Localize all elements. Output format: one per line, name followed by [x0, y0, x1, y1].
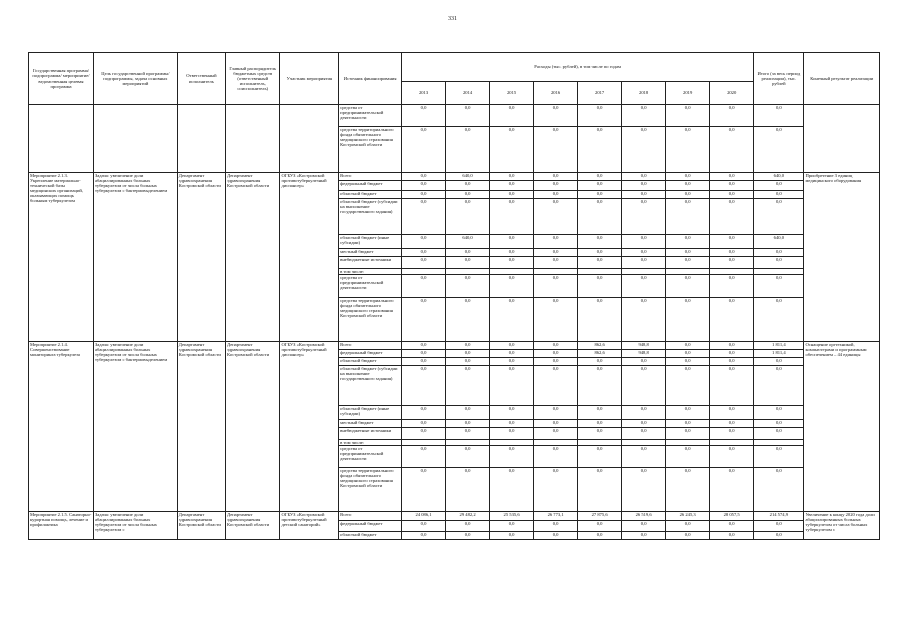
cell-total: 0,0 [754, 275, 804, 298]
cell-value: 0,0 [402, 532, 446, 540]
cell-value: 0,0 [578, 275, 622, 298]
cell-value: 0,0 [666, 298, 710, 342]
cell-value: 0,0 [534, 406, 578, 420]
cell-value: 0,0 [622, 105, 666, 127]
cell-value: 0,0 [578, 235, 622, 249]
cell-value: 0,0 [534, 275, 578, 298]
cell-value: 0,0 [402, 366, 446, 406]
cell-value: 0,0 [622, 468, 666, 512]
cell-value: 0,0 [446, 249, 490, 257]
cell-source: федеральный бюджет [339, 181, 402, 191]
cell-value: 0,0 [490, 406, 534, 420]
cell-value: 0,0 [402, 105, 446, 127]
cell-value: 0,0 [446, 257, 490, 269]
cell-value: 0,0 [534, 105, 578, 127]
cell-value: 0,0 [710, 257, 754, 269]
cell-value: 0,0 [578, 173, 622, 181]
cell-value: 0,0 [622, 181, 666, 191]
cell-total: 0,0 [754, 191, 804, 199]
cell-value: 0,0 [666, 127, 710, 173]
cell-result: Оснащение оргтехникой, компьютерами и программным обеспечением – 44 единицы [804, 342, 880, 512]
cell-value: 0,0 [534, 257, 578, 269]
cell-value: 0,0 [446, 275, 490, 298]
cell-value: 0,0 [710, 298, 754, 342]
cell-program [29, 105, 94, 173]
cell-total: 0,0 [754, 532, 804, 540]
cell-result: Увеличение к концу 2020 года доли абациллированных больных туберкулезом от числа больных туберкулезом с [804, 512, 880, 540]
cell-value: 0,0 [578, 298, 622, 342]
cell-value: 0,0 [666, 342, 710, 350]
cell-total: 0,0 [754, 298, 804, 342]
cell-goal [93, 105, 177, 173]
cell-manager: Департамент здравоохранения Костромской области [226, 173, 280, 342]
cell-value: 0,0 [446, 350, 490, 358]
cell-value: 0,0 [622, 298, 666, 342]
cell-value: 0,0 [578, 521, 622, 532]
cell-value: 0,0 [710, 235, 754, 249]
cell-value: 0,0 [622, 173, 666, 181]
cell-value: 0,0 [446, 342, 490, 350]
cell-value: 0,0 [490, 275, 534, 298]
cell-total: 0,0 [754, 257, 804, 269]
cell-value: 0,0 [578, 199, 622, 235]
cell-value: 0,0 [402, 181, 446, 191]
cell-value: 0,0 [578, 127, 622, 173]
cell-participant: ОГБУЗ «Костромской противотуберкулезный диспансер» [280, 173, 339, 342]
cell-value: 0,0 [622, 420, 666, 428]
cell-value: 0,0 [402, 199, 446, 235]
cell-value: 0,0 [622, 446, 666, 468]
cell-value: 0,0 [402, 127, 446, 173]
cell-value: 0,0 [446, 127, 490, 173]
cell-total: 0,0 [754, 428, 804, 440]
cell-source: в том числе: [339, 269, 402, 275]
cell-value: 0,0 [402, 173, 446, 181]
cell-source: областной бюджет (субсидии на выполнение государственного задания) [339, 366, 402, 406]
cell-source: Всего [339, 342, 402, 350]
cell-source: федеральный бюджет [339, 350, 402, 358]
cell-total: 640,0 [754, 173, 804, 181]
cell-value: 0,0 [710, 350, 754, 358]
cell-source: федеральный бюджет [339, 521, 402, 532]
cell-value: 0,0 [534, 350, 578, 358]
cell-total: 0,0 [754, 127, 804, 173]
cell-value: 862,6 [578, 350, 622, 358]
cell-total: 0,0 [754, 420, 804, 428]
cell-value: 0,0 [666, 257, 710, 269]
cell-value: 0,0 [402, 406, 446, 420]
cell-value: 0,0 [710, 275, 754, 298]
cell-value: 0,0 [402, 446, 446, 468]
cell-value: 0,0 [534, 532, 578, 540]
cell-participant: ОГБУЗ «Костромской противотуберкулезный диспансер» [280, 342, 339, 512]
cell-value: 0,0 [666, 521, 710, 532]
cell-value: 0,0 [490, 366, 534, 406]
cell-value: 0,0 [666, 181, 710, 191]
col-header-goal: Цель государственной программы/подпрограммы, задача основных мероприятий [93, 53, 177, 105]
cell-source: местный бюджет [339, 420, 402, 428]
cell-executor: Департамент здравоохранения Костромской области [177, 342, 225, 512]
cell-value: 0,0 [534, 468, 578, 512]
cell-value: 0,0 [402, 249, 446, 257]
cell-value: 0,0 [578, 249, 622, 257]
cell-total: 0,0 [754, 521, 804, 532]
cell-value: 0,0 [622, 235, 666, 249]
cell-value: 0,0 [446, 191, 490, 199]
cell-value: 0,0 [446, 420, 490, 428]
col-header-year: 2017 [578, 82, 622, 105]
cell-value: 0,0 [666, 420, 710, 428]
col-header-result: Конечный результат реализации [804, 53, 880, 105]
cell-value: 0,0 [666, 173, 710, 181]
cell-source: областной бюджет [339, 358, 402, 366]
cell-value: 0,0 [622, 249, 666, 257]
cell-value: 640,0 [446, 235, 490, 249]
cell-value: 0,0 [402, 191, 446, 199]
cell-value: 0,0 [490, 235, 534, 249]
cell-value: 0,0 [490, 342, 534, 350]
cell-value: 0,0 [622, 428, 666, 440]
col-header-year: 2020 [710, 82, 754, 105]
cell-value: 0,0 [446, 366, 490, 406]
cell-value: 0,0 [402, 350, 446, 358]
cell-value: 0,0 [446, 532, 490, 540]
cell-value: 0,0 [710, 191, 754, 199]
cell-value: 0,0 [446, 181, 490, 191]
cell-value: 0,0 [666, 532, 710, 540]
col-header-year: 2019 [666, 82, 710, 105]
cell-value: 0,0 [666, 235, 710, 249]
cell-value: 0,0 [490, 420, 534, 428]
col-header-year: 2013 [402, 82, 446, 105]
cell-source: средства территориального фонда обязательного медицинского страхования Костромской области [339, 468, 402, 512]
cell-value: 0,0 [402, 521, 446, 532]
cell-value: 0,0 [490, 468, 534, 512]
cell-total: 0,0 [754, 468, 804, 512]
cell-value: 0,0 [578, 358, 622, 366]
cell-value: 0,0 [490, 358, 534, 366]
cell-value: 0,0 [490, 257, 534, 269]
cell-value: 948,8 [622, 342, 666, 350]
cell-value: 0,0 [490, 105, 534, 127]
cell-value: 0,0 [622, 366, 666, 406]
cell-total: 0,0 [754, 406, 804, 420]
cell-manager [226, 105, 280, 173]
cell-value: 0,0 [534, 521, 578, 532]
cell-value: 0,0 [490, 446, 534, 468]
cell-value: 0,0 [710, 127, 754, 173]
cell-value: 0,0 [490, 521, 534, 532]
cell-value: 26 245,3 [666, 512, 710, 521]
cell-value: 0,0 [490, 249, 534, 257]
cell-value: 27 875,6 [578, 512, 622, 521]
cell-total: 0,0 [754, 446, 804, 468]
table-row [29, 342, 880, 350]
cell-value: 0,0 [534, 173, 578, 181]
cell-value: 0,0 [578, 366, 622, 406]
cell-program: Мероприятие 2.1.5. Санаторно-курортная помощь, лечение и профилактика [29, 512, 94, 540]
cell-total: 0,0 [754, 105, 804, 127]
cell-source: внебюджетные источники [339, 428, 402, 440]
cell-goal: Задача: увеличение доли абациллированных больных туберкулезом от числа больных туберкулезом с [93, 512, 177, 540]
cell-value: 0,0 [534, 181, 578, 191]
cell-participant: ОГБУЗ «Костромской противотуберкулезный детский санаторий» [280, 512, 339, 540]
cell-value: 0,0 [622, 406, 666, 420]
cell-manager: Департамент здравоохранения Костромской области [226, 512, 280, 540]
cell-source: в том числе: [339, 440, 402, 446]
cell-value: 0,0 [534, 199, 578, 235]
cell-value: 0,0 [666, 406, 710, 420]
cell-value: 0,0 [578, 446, 622, 468]
cell-value: 0,0 [666, 191, 710, 199]
cell-value: 0,0 [578, 428, 622, 440]
cell-value: 0,0 [534, 191, 578, 199]
cell-value: 0,0 [534, 298, 578, 342]
cell-value: 0,0 [710, 342, 754, 350]
col-header-participant: Участник мероприятия [280, 53, 339, 105]
cell-manager: Департамент здравоохранения Костромской области [226, 342, 280, 512]
cell-value: 0,0 [622, 191, 666, 199]
financing-table [28, 52, 880, 540]
cell-value: 0,0 [622, 127, 666, 173]
cell-value: 0,0 [710, 468, 754, 512]
cell-value: 28 057,5 [710, 512, 754, 521]
col-header-year: 2015 [490, 82, 534, 105]
cell-goal: Задача: увеличение доли абациллированных больных туберкулезом от числа больных туберкулезом с бактериовыделением [93, 173, 177, 342]
cell-value: 0,0 [490, 428, 534, 440]
cell-total: 0,0 [754, 366, 804, 406]
cell-value: 0,0 [446, 521, 490, 532]
cell-source: Всего [339, 173, 402, 181]
cell-value: 0,0 [666, 350, 710, 358]
cell-value: 0,0 [622, 257, 666, 269]
cell-value: 0,0 [666, 275, 710, 298]
cell-value: 0,0 [578, 191, 622, 199]
cell-value: 0,0 [666, 428, 710, 440]
cell-value: 0,0 [534, 366, 578, 406]
cell-value: 0,0 [402, 275, 446, 298]
cell-executor: Департамент здравоохранения Костромской области [177, 512, 225, 540]
cell-value: 26 773,1 [534, 512, 578, 521]
cell-value: 0,0 [446, 468, 490, 512]
cell-source: областной бюджет [339, 532, 402, 540]
cell-value: 0,0 [578, 532, 622, 540]
cell-total: 0,0 [754, 181, 804, 191]
cell-value: 0,0 [446, 105, 490, 127]
cell-total: 0,0 [754, 249, 804, 257]
cell-executor [177, 105, 225, 173]
cell-value: 0,0 [710, 173, 754, 181]
cell-value: 0,0 [446, 406, 490, 420]
cell-source: средства территориального фонда обязательного медицинского страхования Костромской области [339, 298, 402, 342]
cell-value: 640,0 [446, 173, 490, 181]
cell-value: 0,0 [578, 181, 622, 191]
cell-value: 0,0 [622, 199, 666, 235]
cell-value: 0,0 [710, 105, 754, 127]
cell-total: 1 811,4 [754, 342, 804, 350]
cell-total: 1 811,4 [754, 350, 804, 358]
cell-value: 0,0 [446, 199, 490, 235]
cell-total: 214 574,9 [754, 512, 804, 521]
cell-source: Всего [339, 512, 402, 521]
cell-value: 0,0 [402, 468, 446, 512]
cell-program: Мероприятие 2.1.4. Совершенствование мониторинга туберкулеза [29, 342, 94, 512]
cell-source: областной бюджет (субсидии на выполнение государственного задания) [339, 199, 402, 235]
cell-value: 0,0 [622, 532, 666, 540]
cell-value: 0,0 [534, 342, 578, 350]
cell-value: 0,0 [578, 406, 622, 420]
cell-source: областной бюджет [339, 191, 402, 199]
cell-value: 29 482,2 [446, 512, 490, 521]
cell-value: 0,0 [710, 249, 754, 257]
col-header-year: 2014 [446, 82, 490, 105]
col-header-year: 2018 [622, 82, 666, 105]
cell-value: 0,0 [578, 257, 622, 269]
cell-result [804, 105, 880, 173]
cell-value: 0,0 [710, 420, 754, 428]
cell-executor: Департамент здравоохранения Костромской области [177, 173, 225, 342]
cell-value: 0,0 [490, 532, 534, 540]
cell-source: средства от предпринимательской деятельности [339, 275, 402, 298]
cell-value: 24 086,1 [402, 512, 446, 521]
table-row [29, 512, 880, 521]
cell-source: средства от предпринимательской деятельности [339, 446, 402, 468]
cell-value: 0,0 [534, 428, 578, 440]
col-header-program: Государственная программа/подпрограмма/ мероприятие/ ведомственная целевая программа [29, 53, 94, 105]
cell-value: 0,0 [622, 521, 666, 532]
cell-participant [280, 105, 339, 173]
cell-value: 0,0 [666, 446, 710, 468]
cell-value: 0,0 [666, 468, 710, 512]
cell-goal: Задача: увеличение доли абациллированных больных туберкулезом от числа больных туберкулезом с бактериовыделением [93, 342, 177, 512]
col-header-year: 2016 [534, 82, 578, 105]
col-header-source: Источник финансирования [339, 53, 402, 105]
cell-value: 0,0 [534, 127, 578, 173]
cell-value: 0,0 [666, 358, 710, 366]
cell-value: 25 535,6 [490, 512, 534, 521]
cell-value: 0,0 [710, 199, 754, 235]
cell-value: 0,0 [402, 358, 446, 366]
cell-value: 0,0 [666, 199, 710, 235]
cell-value: 0,0 [490, 181, 534, 191]
cell-value: 0,0 [402, 428, 446, 440]
cell-value: 0,0 [622, 275, 666, 298]
cell-value: 862,6 [578, 342, 622, 350]
cell-value: 0,0 [490, 173, 534, 181]
cell-value: 0,0 [534, 249, 578, 257]
cell-value: 0,0 [402, 420, 446, 428]
cell-value: 0,0 [446, 428, 490, 440]
cell-value: 0,0 [710, 406, 754, 420]
cell-value: 0,0 [446, 358, 490, 366]
cell-value: 0,0 [446, 298, 490, 342]
cell-result: Приобретение 3 единиц медицинского оборудования [804, 173, 880, 342]
cell-program: Мероприятие 2.1.3. Укрепление материально-технической базы медицинских организаций, оказывающих помощь больным туберкулезом [29, 173, 94, 342]
cell-value: 0,0 [710, 428, 754, 440]
cell-value: 0,0 [710, 366, 754, 406]
col-header-executor: Ответственный исполнитель [177, 53, 225, 105]
cell-value: 0,0 [710, 181, 754, 191]
cell-value: 0,0 [710, 532, 754, 540]
cell-value: 0,0 [534, 235, 578, 249]
cell-value: 0,0 [490, 199, 534, 235]
cell-value: 0,0 [578, 420, 622, 428]
cell-value: 0,0 [402, 342, 446, 350]
col-header-total: Итого (за весь период реализации), тыс. рублей [754, 53, 804, 105]
cell-value: 0,0 [402, 298, 446, 342]
cell-source: областной бюджет (иные субсидии) [339, 235, 402, 249]
cell-value: 0,0 [490, 350, 534, 358]
cell-source: местный бюджет [339, 249, 402, 257]
cell-total: 0,0 [754, 199, 804, 235]
cell-value: 0,0 [446, 446, 490, 468]
cell-value: 0,0 [578, 105, 622, 127]
cell-value: 0,0 [710, 521, 754, 532]
cell-value: 0,0 [402, 235, 446, 249]
cell-total: 640,0 [754, 235, 804, 249]
cell-value: 0,0 [666, 249, 710, 257]
cell-total: 0,0 [754, 358, 804, 366]
cell-value: 0,0 [534, 358, 578, 366]
cell-value: 0,0 [710, 446, 754, 468]
cell-source: областной бюджет (иные субсидии) [339, 406, 402, 420]
cell-source: внебюджетные источники [339, 257, 402, 269]
cell-source: средства территориального фонда обязательного медицинского страхования Костромской области [339, 127, 402, 173]
cell-value: 0,0 [534, 446, 578, 468]
cell-value: 0,0 [490, 127, 534, 173]
cell-value: 948,8 [622, 350, 666, 358]
cell-source: средства от предпринимательской деятельности [339, 105, 402, 127]
table-row [29, 105, 880, 127]
col-header-manager: Главный распорядитель бюджетных средств (ответственный исполнитель, соисполнитель) [226, 53, 280, 105]
col-header-expenses: Расходы (тыс. рублей), в том числе по годам [402, 53, 754, 82]
cell-value: 0,0 [534, 420, 578, 428]
cell-value: 0,0 [402, 257, 446, 269]
cell-value: 0,0 [490, 298, 534, 342]
cell-value: 0,0 [710, 358, 754, 366]
cell-value: 0,0 [666, 366, 710, 406]
cell-value: 0,0 [490, 191, 534, 199]
cell-value: 0,0 [622, 358, 666, 366]
table-row [29, 173, 880, 181]
page-number: 331 [448, 16, 457, 22]
cell-value: 0,0 [578, 468, 622, 512]
cell-value: 26 519,6 [622, 512, 666, 521]
cell-value: 0,0 [666, 105, 710, 127]
